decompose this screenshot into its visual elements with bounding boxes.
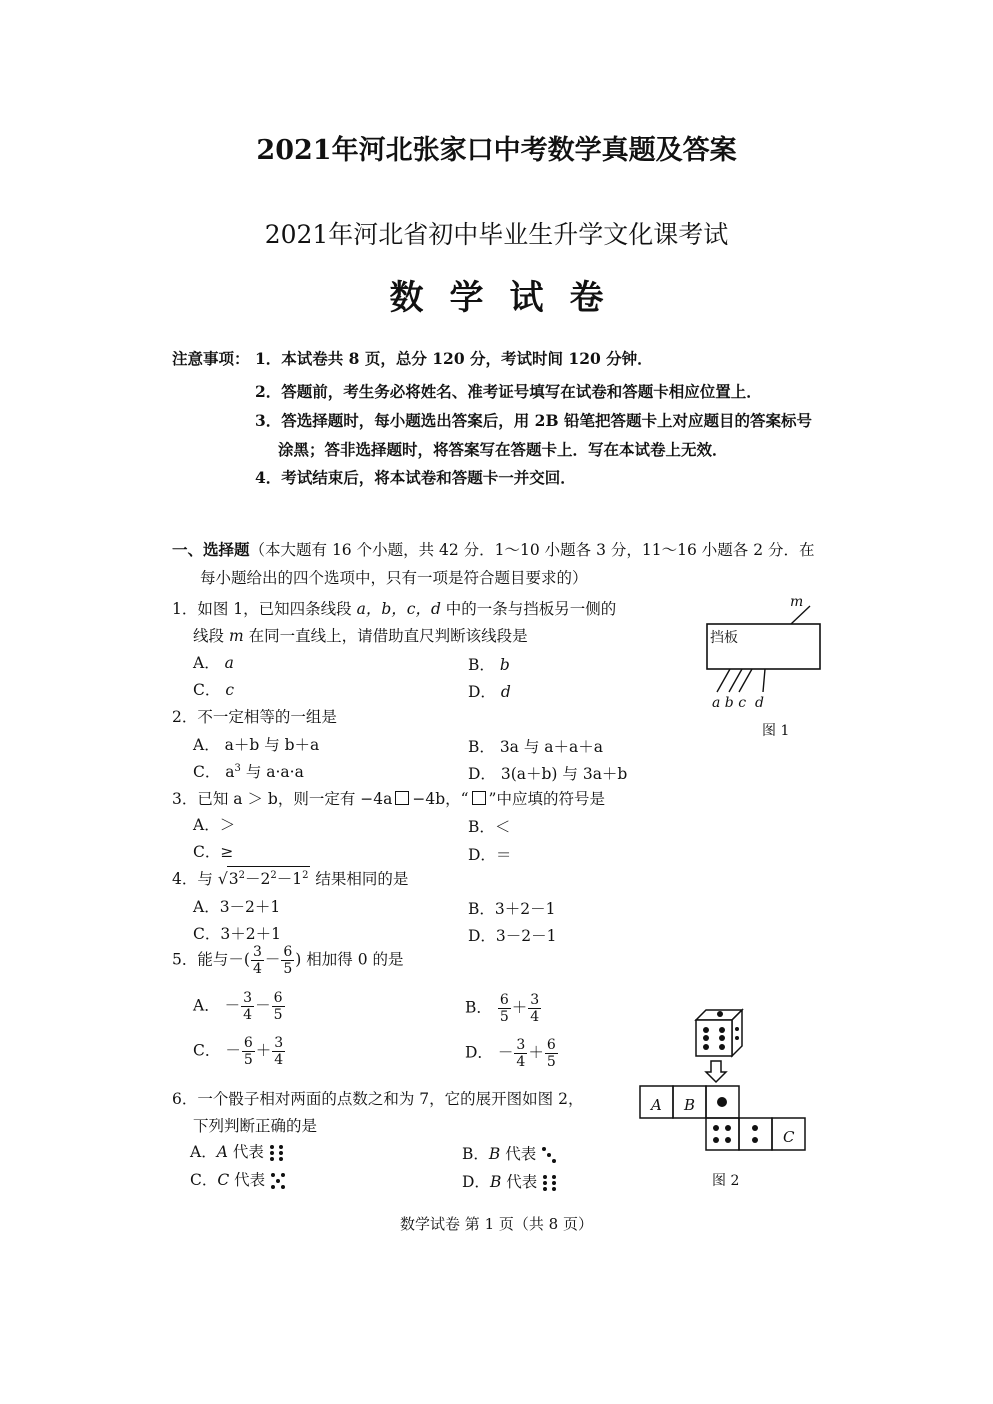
q6-option-b[interactable]: B．B 代表 [462, 1142, 557, 1164]
q2-option-b[interactable]: B． 3a 与 a＋a＋a [468, 738, 603, 756]
q1-option-a-label: A． [193, 654, 220, 672]
q3-option-d[interactable]: D．＝ [468, 846, 512, 864]
board-label: 挡板 [710, 630, 738, 646]
q3-stem [172, 787, 605, 809]
cube-front [696, 1020, 732, 1056]
q1-option-d-label: D． [468, 683, 496, 701]
net-cell-four [706, 1118, 739, 1150]
fig1-caption: 图 1 [762, 723, 790, 739]
five-dots-icon [270, 1172, 286, 1190]
segment-d [763, 669, 765, 692]
q4-option-d[interactable]: D．3－2－1 [468, 927, 557, 945]
q3-text-b: −4b，“ [412, 790, 469, 808]
six-dots-icon [269, 1144, 285, 1162]
q5-option-c[interactable]: C． － $\frac{6}{5}$ ＋ $\frac{3}{4}$ [193, 1035, 284, 1068]
q3-text-a: 已知 a ＞ b，则一定有 −4a [197, 790, 393, 808]
q2-option-c[interactable]: C． $a^3$ 与 a·a·a [193, 762, 304, 781]
q4-text-b: 结果相同的是 [310, 870, 409, 888]
q6-text-1: 一个骰子相对两面的点数之和为 7，它的展开图如图 2， [197, 1090, 584, 1108]
q1-var-m: m [228, 627, 244, 645]
q6-option-d[interactable]: D．B 代表 [462, 1170, 558, 1192]
q1-text-c: 线段 [193, 627, 229, 645]
q4-number: 4． [172, 870, 198, 888]
q3-number: 3． [172, 790, 198, 808]
q2-option-a[interactable]: A． a＋b 与 b＋a [193, 736, 320, 754]
section-title: 一、选择题 [172, 540, 250, 559]
q5-option-a[interactable]: A． － $\frac{3}{4}$ － $\frac{6}{5}$ [193, 990, 283, 1023]
q4-stem: 4．与 $√3^2-2^2-1^2$ 结果相同的是 [172, 866, 408, 889]
fig1-label-m: m [790, 594, 804, 610]
q6-line1 [172, 1087, 583, 1109]
q2-number: 2． [172, 708, 198, 726]
down-arrow-icon [706, 1061, 726, 1082]
q5-stem: 5．能与－( $\frac{3}{4}$ － $\frac{6}{5}$ ) 相加得 0 的是 [172, 944, 404, 977]
fig2-caption: 图 2 [712, 1173, 740, 1189]
q1-number: 1． [172, 600, 198, 618]
q3-text-c: ”中应填的符号是 [488, 790, 605, 808]
fraction: $\frac{3}{4}$ [252, 944, 262, 977]
q5-text-b: ) 相加得 0 的是 [295, 950, 404, 969]
q5-text-a: 能与－( [197, 950, 250, 969]
three-dots-icon [541, 1146, 557, 1164]
subject-title: 数学试卷 [389, 278, 630, 318]
six-dots-icon [542, 1174, 558, 1192]
q1-option-c[interactable] [193, 678, 234, 700]
q3-option-b[interactable]: B．＜ [468, 818, 511, 836]
q1-option-d-value: d [500, 683, 511, 701]
notice-item-1: 1．本试卷共 8 页，总分 120 分，考试时间 120 分钟． [255, 349, 653, 368]
q1-option-b[interactable] [468, 653, 510, 675]
blank-box-quoted [472, 791, 486, 805]
net-label-b: B [684, 1096, 696, 1114]
q4-text-a: 与 [197, 870, 218, 888]
q3-option-c[interactable]: C．≥ [193, 843, 234, 861]
q1-option-d[interactable] [468, 680, 511, 702]
q5-number: 5． [172, 950, 198, 969]
q4-option-b[interactable]: B．3＋2－1 [468, 900, 556, 918]
exam-title: 2021年河北省初中毕业生升学文化课考试 [264, 220, 729, 249]
q4-option-a[interactable]: A．3－2＋1 [193, 898, 281, 916]
net-label-a: A [651, 1096, 662, 1114]
q1-option-a-value: a [224, 654, 234, 672]
q2-option-c-rest: 与 a·a·a [240, 763, 304, 781]
fig1-bottom-labels: a b c d [712, 695, 764, 711]
q1-text-d: 在同一直线上，请借助直尺判断该线段是 [243, 627, 528, 645]
cube-top-dot [717, 1011, 723, 1017]
notice-item-3-cont: 涂黑；答非选择题时，将答案写在答题卡上．写在本试卷上无效． [278, 440, 728, 459]
q1-option-b-value: b [499, 656, 510, 674]
q1-option-b-label: B． [468, 656, 495, 674]
section-desc-2: 每小题给出的四个选项中，只有一项是符合题目要求的） [200, 569, 588, 587]
q1-option-c-label: C． [193, 681, 221, 699]
notice-item-2: 2．答题前，考生务必将姓名、准考证号填写在试卷和答题卡相应位置上． [255, 382, 762, 401]
document-title: 2021年河北张家口中考数学真题及答案 [256, 135, 737, 166]
q5-option-d[interactable]: D． － $\frac{3}{4}$ ＋ $\frac{6}{5}$ [465, 1037, 556, 1070]
notice-item-4: 4．考试结束后，将本试卷和答题卡一并交回． [255, 468, 576, 487]
q1-line2 [193, 624, 528, 646]
q1-text-b: 中的一条与挡板另一侧的 [440, 600, 617, 618]
q1-text-a: 如图 1，已知四条线段 [197, 600, 357, 618]
q6-line2: 下列判断正确的是 [193, 1117, 318, 1135]
q2-text: 不一定相等的一组是 [197, 708, 337, 726]
notice-item-3: 3．答选择题时，每小题选出答案后，用 2B 铅笔把答题卡上对应题目的答案标号 [255, 411, 812, 430]
q4-option-c[interactable]: C．3＋2＋1 [193, 925, 281, 943]
segment-b [729, 669, 742, 692]
net-cell-two [739, 1118, 772, 1150]
q2-stem [172, 705, 337, 727]
q6-option-c[interactable]: C．C 代表 [190, 1168, 286, 1190]
q6-number: 6． [172, 1090, 198, 1108]
q5-option-b[interactable]: B． $\frac{6}{5}$ ＋ $\frac{3}{4}$ [465, 992, 540, 1025]
q1-vars: a，b，c，d [356, 600, 441, 618]
section-heading [172, 538, 815, 560]
section-desc-1: （本大题有 16 个小题，共 42 分．1～10 小题各 3 分，11～16 小题各 2 分．在 [249, 541, 815, 559]
notice-label: 注意事项： [172, 349, 250, 368]
q1-option-c-value: c [225, 681, 234, 699]
segment-c [739, 669, 752, 692]
q2-option-c-label: C． a [193, 763, 235, 781]
page-footer: 数学试卷 第 1 页（共 8 页） [400, 1215, 593, 1233]
sqrt-expression: $3^2-2^2-1^2$ [227, 866, 311, 889]
q1-line1 [172, 597, 616, 619]
q6-option-a[interactable]: A．A 代表 [190, 1140, 285, 1162]
fraction: $\frac{6}{5}$ [283, 944, 293, 977]
q2-option-d[interactable]: D． 3(a＋b) 与 3a＋b [468, 765, 628, 783]
segment-a [717, 669, 730, 692]
net-label-c: C [783, 1128, 795, 1146]
q1-option-a[interactable] [193, 651, 234, 673]
blank-box [395, 791, 409, 805]
q3-option-a[interactable]: A．＞ [193, 816, 236, 834]
